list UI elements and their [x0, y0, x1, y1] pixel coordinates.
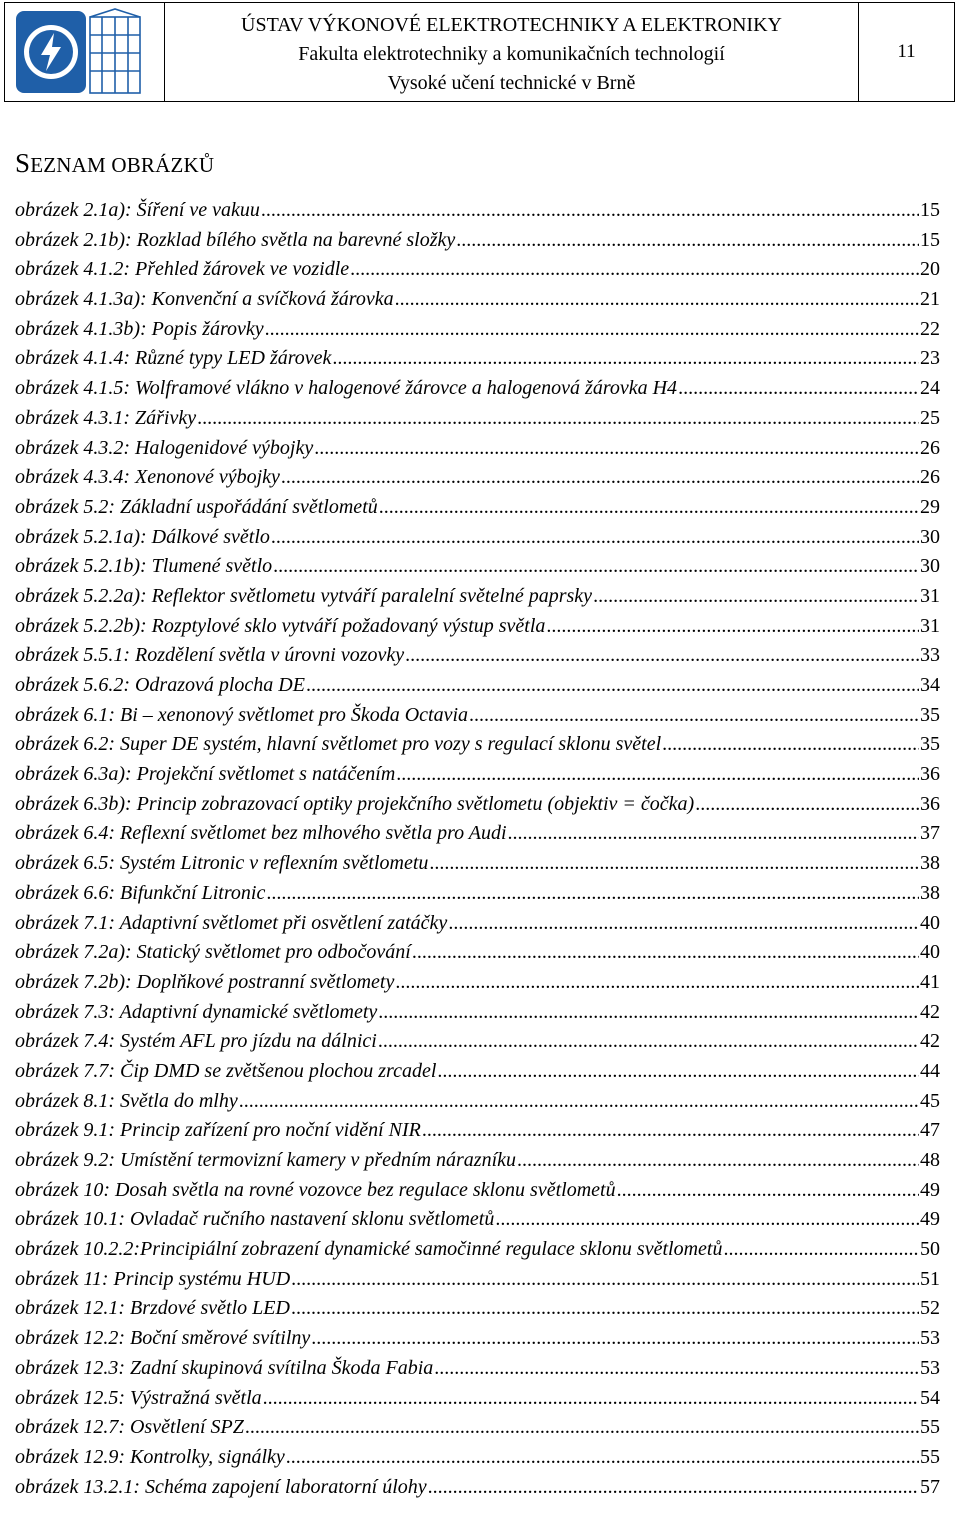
figure-list-item[interactable] — [15, 849, 940, 879]
figure-caption: obrázek 5.2.2b): Rozptylové sklo vytváří požadovaný výstup světla — [15, 614, 546, 637]
figure-page-number: 48 — [920, 1149, 940, 1171]
figure-caption: obrázek 7.7: Čip DMD se zvětšenou plochou zrcadel — [15, 1059, 437, 1082]
figure-page-number: 37 — [920, 822, 940, 845]
figure-list-item[interactable] — [15, 434, 940, 464]
figure-page-number: 35 — [920, 733, 940, 756]
header-page-number: 11 — [897, 41, 916, 62]
figure-page-number: 22 — [920, 317, 940, 340]
figure-caption: obrázek 4.1.2: Přehled žárovek ve vozidle — [15, 258, 350, 281]
figure-list-item[interactable] — [15, 1473, 940, 1503]
figure-caption: obrázek 7.3: Adaptivní dynamické světlomety — [15, 1000, 378, 1023]
dot-leader — [593, 582, 919, 612]
dot-leader — [265, 315, 919, 345]
figure-page-number: 51 — [920, 1267, 940, 1290]
figure-caption: obrázek 7.4: Systém AFL pro jízdu na dálnici — [15, 1030, 377, 1053]
header-text-cell — [165, 3, 859, 101]
figure-list-item[interactable] — [15, 374, 940, 404]
dot-leader — [456, 226, 919, 256]
figure-caption: obrázek 12.5: Výstražná světla — [15, 1386, 262, 1409]
figure-caption: obrázek 6.4: Reflexní světlomet bez mlhového světla pro Audi — [15, 822, 507, 845]
figure-list-item[interactable] — [15, 1443, 940, 1473]
dot-leader — [291, 1265, 919, 1295]
figure-page-number: 31 — [920, 584, 940, 607]
figure-list-item[interactable] — [15, 612, 940, 642]
figure-caption: obrázek 7.1: Adaptivní světlomet při osvětlení zatáčky — [15, 911, 448, 934]
dot-leader — [266, 879, 919, 909]
figure-page-number: 25 — [920, 406, 940, 429]
figure-list-item[interactable] — [15, 493, 940, 523]
figure-list-item[interactable] — [15, 552, 940, 582]
figure-page-number: 30 — [920, 525, 940, 548]
dot-leader — [197, 404, 919, 434]
dot-leader — [662, 730, 919, 760]
dot-leader — [263, 1384, 919, 1414]
header-logo-cell — [5, 3, 165, 101]
figure-list-item[interactable] — [15, 226, 940, 256]
figure-caption: obrázek 4.1.4: Různé typy LED žárovek — [15, 347, 332, 370]
figure-list-item[interactable] — [15, 582, 940, 612]
figure-list-item[interactable] — [15, 285, 940, 315]
figure-page-number: 54 — [920, 1386, 940, 1409]
figure-list-item[interactable] — [15, 819, 940, 849]
figure-caption: obrázek 8.1: Světla do mlhy — [15, 1089, 238, 1112]
figure-caption: obrázek 6.1: Bi – xenonový světlomet pro Škoda Octavia — [15, 703, 469, 726]
figure-caption: obrázek 5.5.1: Rozdělení světla v úrovni vozovky — [15, 644, 405, 667]
figure-page-number: 47 — [920, 1119, 940, 1142]
figure-caption: obrázek 7.2b): Doplňkové postranní světlomety — [15, 970, 395, 993]
figure-list-item[interactable] — [15, 1413, 940, 1443]
section-title — [15, 148, 214, 179]
figure-list-item[interactable] — [15, 1027, 940, 1057]
dot-leader — [405, 641, 919, 671]
figure-list-item[interactable] — [15, 404, 940, 434]
figure-page-number: 45 — [920, 1089, 940, 1112]
figure-list-item[interactable] — [15, 1265, 940, 1295]
figure-caption: obrázek 5.2.2a): Reflektor světlometu vytváří paralelní světelné paprsky — [15, 584, 593, 607]
figure-page-number: 40 — [920, 911, 940, 934]
figure-caption: obrázek 2.1b): Rozklad bílého světla na barevné složky — [15, 228, 456, 251]
figure-caption: obrázek 12.9: Kontrolky, signálky — [15, 1445, 285, 1468]
figure-caption: obrázek 5.2.1b): Tlumené světlo — [15, 555, 273, 578]
figure-caption: obrázek 6.5: Systém Litronic v reflexním světlometu — [15, 852, 429, 875]
figure-list — [15, 196, 940, 1502]
figure-list-item[interactable] — [15, 909, 940, 939]
dot-leader — [245, 1413, 919, 1443]
figure-caption: obrázek 5.2.1a): Dálkové světlo — [15, 525, 270, 548]
page-header — [4, 2, 955, 102]
dot-leader — [508, 819, 919, 849]
dot-leader — [434, 1354, 919, 1384]
dot-leader — [495, 1205, 919, 1235]
dot-leader — [437, 1057, 919, 1087]
figure-caption: obrázek 6.6: Bifunkční Litronic — [15, 881, 266, 904]
figure-caption: obrázek 4.1.5: Wolframové vlákno v halogenové žárovce a halogenová žárovka H4 — [15, 377, 678, 400]
dot-leader — [378, 1027, 919, 1057]
figure-page-number: 35 — [920, 703, 940, 726]
figure-caption: obrázek 4.3.4: Xenonové výbojky — [15, 466, 280, 489]
dot-leader — [396, 760, 919, 790]
figure-page-number: 36 — [920, 792, 940, 815]
university-logo-icon — [8, 5, 160, 99]
header-institute: ÚSTAV VÝKONOVÉ ELEKTROTECHNIKY A ELEKTRONIKY — [241, 14, 782, 36]
dot-leader — [350, 255, 919, 285]
dot-leader — [723, 1235, 919, 1265]
figure-page-number: 44 — [920, 1059, 940, 1082]
figure-list-item[interactable] — [15, 1176, 940, 1206]
figure-list-item[interactable] — [15, 523, 940, 553]
figure-page-number: 23 — [920, 347, 940, 370]
figure-list-item[interactable] — [15, 1057, 940, 1087]
figure-page-number: 55 — [920, 1445, 940, 1468]
figure-caption: obrázek 13.2.1: Schéma zapojení laboratorní úlohy — [15, 1475, 427, 1498]
figure-list-item[interactable] — [15, 1354, 940, 1384]
figure-page-number: 40 — [920, 941, 940, 964]
figure-list-item[interactable] — [15, 344, 940, 374]
figure-page-number: 20 — [920, 258, 940, 281]
figure-page-number: 49 — [920, 1208, 940, 1231]
dot-leader — [695, 790, 919, 820]
figure-page-number: 53 — [920, 1327, 940, 1350]
dot-leader — [273, 552, 919, 582]
figure-caption: obrázek 2.1a): Šíření ve vakuu — [15, 199, 260, 221]
header-faculty: Fakulta elektrotechniky a komunikačních technologií — [298, 43, 725, 65]
dot-leader — [261, 196, 919, 226]
figure-list-item[interactable] — [15, 1324, 940, 1354]
dot-leader — [311, 1324, 919, 1354]
section-title-rest: EZNAM OBRÁZKŮ — [30, 153, 215, 177]
figure-list-item[interactable] — [15, 701, 940, 731]
dot-leader — [448, 909, 919, 939]
dot-leader — [412, 938, 919, 968]
figure-page-number: 36 — [920, 763, 940, 786]
figure-list-item[interactable] — [15, 1205, 940, 1235]
figure-caption: obrázek 6.3a): Projekční světlomet s natáčením — [15, 763, 396, 786]
dot-leader — [617, 1176, 919, 1206]
dot-leader — [428, 1473, 919, 1503]
figure-caption: obrázek 6.3b): Princip zobrazovací optiky projekčního světlometu (objektiv = čočka) — [15, 792, 695, 815]
figure-list-item[interactable] — [15, 1384, 940, 1414]
figure-list-item[interactable] — [15, 730, 940, 760]
figure-page-number: 26 — [920, 436, 940, 459]
figure-caption: obrázek 4.1.3b): Popis žárovky — [15, 317, 264, 340]
dot-leader — [379, 493, 919, 523]
figure-page-number: 31 — [920, 614, 940, 637]
figure-page-number: 53 — [920, 1356, 940, 1379]
figure-caption: obrázek 12.2: Boční směrové svítilny — [15, 1327, 311, 1350]
figure-caption: obrázek 10.1: Ovladač ručního nastavení sklonu světlometů — [15, 1208, 495, 1231]
figure-page-number: 55 — [920, 1416, 940, 1439]
figure-caption: obrázek 12.1: Brzdové světlo LED — [15, 1297, 290, 1320]
figure-page-number: 49 — [920, 1178, 940, 1201]
dot-leader — [306, 671, 919, 701]
dot-leader — [678, 374, 919, 404]
figure-list-item[interactable] — [15, 1116, 940, 1146]
dot-leader — [281, 463, 919, 493]
dot-leader — [469, 701, 919, 731]
figure-page-number: 24 — [920, 377, 940, 400]
figure-page-number: 29 — [920, 495, 940, 518]
dot-leader — [395, 968, 919, 998]
figure-caption: obrázek 4.3.1: Zářivky — [15, 406, 197, 429]
figure-list-item[interactable] — [15, 1087, 940, 1117]
dot-leader — [395, 285, 919, 315]
figure-page-number: 33 — [920, 644, 940, 667]
figure-caption: obrázek 11: Princip systému HUD — [15, 1267, 291, 1290]
figure-page-number: 26 — [920, 466, 940, 489]
figure-caption: obrázek 7.2a): Statický světlomet pro odbočování — [15, 941, 411, 964]
figure-page-number: 15 — [920, 199, 940, 221]
figure-caption: obrázek 9.2: Umístění termovizní kamery v předním nárazníku — [15, 1149, 517, 1171]
dot-leader — [429, 849, 919, 879]
figure-page-number: 34 — [920, 674, 940, 696]
dot-leader — [291, 1294, 919, 1324]
figure-list-item[interactable] — [15, 790, 940, 820]
figure-caption: obrázek 12.3: Zadní skupinová svítilna Škoda Fabia — [15, 1356, 434, 1379]
figure-list-item[interactable] — [15, 1235, 940, 1265]
figure-list-item[interactable] — [15, 196, 940, 226]
figure-page-number: 21 — [920, 288, 940, 311]
figure-page-number: 50 — [920, 1238, 940, 1261]
dot-leader — [239, 1087, 919, 1117]
figure-list-item[interactable] — [15, 671, 940, 701]
figure-page-number: 15 — [920, 228, 940, 251]
figure-list-item[interactable] — [15, 1146, 940, 1176]
figure-caption: obrázek 4.3.2: Halogenidové výbojky — [15, 436, 314, 459]
dot-leader — [546, 612, 919, 642]
dot-leader — [517, 1146, 919, 1176]
figure-list-item[interactable] — [15, 1294, 940, 1324]
figure-page-number: 52 — [920, 1297, 940, 1320]
section-title-initial: S — [15, 148, 31, 178]
figure-list-item[interactable] — [15, 998, 940, 1028]
figure-caption: obrázek 10: Dosah světla na rovné vozovce bez regulace sklonu světlometů — [15, 1178, 616, 1201]
figure-list-item[interactable] — [15, 255, 940, 285]
figure-page-number: 42 — [920, 1030, 940, 1053]
figure-page-number: 41 — [920, 970, 940, 993]
figure-caption: obrázek 6.2: Super DE systém, hlavní světlomet pro vozy s regulací sklonu světel — [15, 733, 662, 756]
header-university: Vysoké učení technické v Brně — [387, 72, 636, 94]
figure-list-item[interactable] — [15, 760, 940, 790]
figure-caption: obrázek 9.1: Princip zařízení pro noční vidění NIR — [15, 1119, 421, 1142]
figure-caption: obrázek 10.2.2:Principiální zobrazení dynamické samočinné regulace sklonu světlometů — [15, 1238, 723, 1261]
figure-page-number: 38 — [920, 852, 940, 875]
figure-page-number: 38 — [920, 881, 940, 904]
figure-list-item[interactable] — [15, 879, 940, 909]
figure-caption: obrázek 5.2: Základní uspořádání světlometů — [15, 495, 378, 518]
figure-list-item[interactable] — [15, 968, 940, 998]
dot-leader — [332, 344, 919, 374]
dot-leader — [378, 998, 919, 1028]
figure-caption: obrázek 5.6.2: Odrazová plocha DE — [15, 674, 305, 696]
figure-page-number: 57 — [920, 1475, 940, 1498]
figure-list-item[interactable] — [15, 315, 940, 345]
figure-caption: obrázek 12.7: Osvětlení SPZ — [15, 1416, 244, 1439]
figure-caption: obrázek 4.1.3a): Konvenční a svíčková žárovka — [15, 288, 394, 311]
figure-list-item[interactable] — [15, 641, 940, 671]
dot-leader — [271, 523, 919, 553]
dot-leader — [286, 1443, 919, 1473]
figure-page-number: 42 — [920, 1000, 940, 1023]
dot-leader — [422, 1116, 919, 1146]
figure-list-item[interactable] — [15, 938, 940, 968]
figure-list-item[interactable] — [15, 463, 940, 493]
dot-leader — [314, 434, 919, 464]
figure-page-number: 30 — [920, 555, 940, 578]
